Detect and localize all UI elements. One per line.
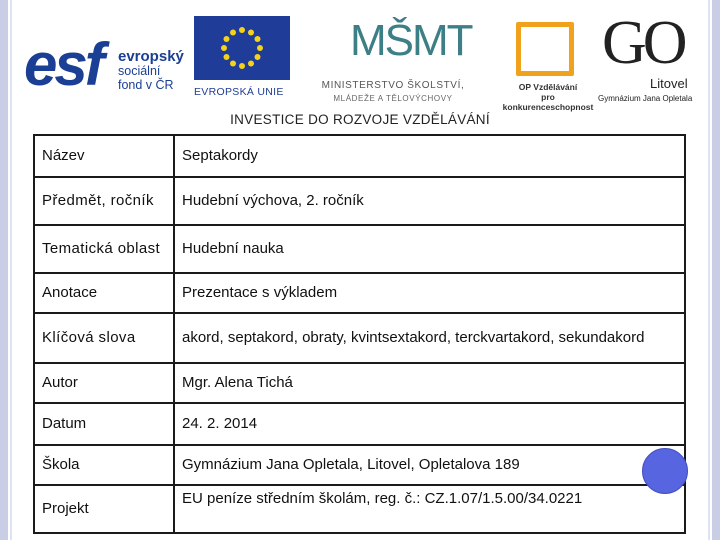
- row-label: Anotace: [34, 273, 174, 313]
- table-row: [34, 313, 685, 363]
- eu-flag-icon: [194, 16, 290, 80]
- table-row: [34, 485, 685, 533]
- row-label: Projekt: [34, 485, 174, 533]
- row-value: Gymnázium Jana Opletala, Litovel, Opletalova 189: [174, 445, 685, 485]
- row-label: Autor: [34, 363, 174, 403]
- row-value: Septakordy: [174, 135, 685, 177]
- table-row: [34, 225, 685, 273]
- table-row: [34, 403, 685, 445]
- slide-edge-left: [0, 0, 8, 540]
- slide-edge-left-line: [10, 0, 12, 540]
- slide-edge-right: [712, 0, 720, 540]
- esf-line3: fond v ČR: [118, 78, 174, 92]
- table-row: [34, 177, 685, 225]
- msmt-line2: MLÁDEŽE A TĚLOVÝCHOVY: [333, 94, 453, 103]
- msmt-line1: MINISTERSTVO ŠKOLSTVÍ,: [321, 80, 465, 91]
- go-logo: [594, 9, 706, 110]
- eu-text: EVROPSKÁ UNIE: [194, 86, 284, 98]
- row-value: EU peníze středním školám, reg. č.: CZ.1.07/1.5.00/34.0221: [174, 485, 685, 533]
- row-label: Datum: [34, 403, 174, 445]
- row-label: Název: [34, 135, 174, 177]
- esf-logo: [20, 16, 190, 104]
- tagline: INVESTICE DO ROZVOJE VZDĚLÁVÁNÍ: [230, 112, 490, 127]
- row-value: 24. 2. 2014: [174, 403, 685, 445]
- go-mark: GO: [602, 9, 684, 77]
- row-label: Klíčová slova: [34, 313, 174, 363]
- go-school-name: Gymnázium Jana Opletala: [598, 94, 693, 103]
- esf-line2: sociální: [118, 64, 161, 78]
- esf-text: [118, 50, 184, 92]
- row-value: Mgr. Alena Tichá: [174, 363, 685, 403]
- op-frame-icon: [516, 22, 574, 76]
- table-row: [34, 445, 685, 485]
- row-value: Hudební výchova, 2. ročník: [174, 177, 685, 225]
- op-logo: [498, 12, 598, 112]
- op-line2: pro konkurenceschopnost: [502, 92, 594, 112]
- esf-line1: evropský: [118, 48, 184, 65]
- row-value: Prezentace s výkladem: [174, 273, 685, 313]
- row-label: Škola: [34, 445, 174, 485]
- row-value: Hudební nauka: [174, 225, 685, 273]
- eu-logo: [194, 16, 294, 106]
- table-row: [34, 273, 685, 313]
- table-row: [34, 135, 685, 177]
- logo-banner: [14, 6, 706, 128]
- row-label: Tematická oblast: [34, 225, 174, 273]
- info-table: [33, 134, 686, 534]
- op-line1: OP Vzdělávání: [518, 82, 578, 92]
- decorative-circle-icon: [642, 448, 688, 494]
- msmt-logo: [304, 16, 482, 110]
- row-label: Předmět, ročník: [34, 177, 174, 225]
- go-city: Litovel: [650, 76, 688, 91]
- esf-mark: esf: [24, 31, 102, 98]
- row-value: akord, septakord, obraty, kvintsextakord, terckvartakord, sekundakord: [174, 313, 685, 363]
- msmt-mark: MŠMT: [350, 16, 472, 65]
- table-row: [34, 363, 685, 403]
- slide-edge-right-line: [708, 0, 710, 540]
